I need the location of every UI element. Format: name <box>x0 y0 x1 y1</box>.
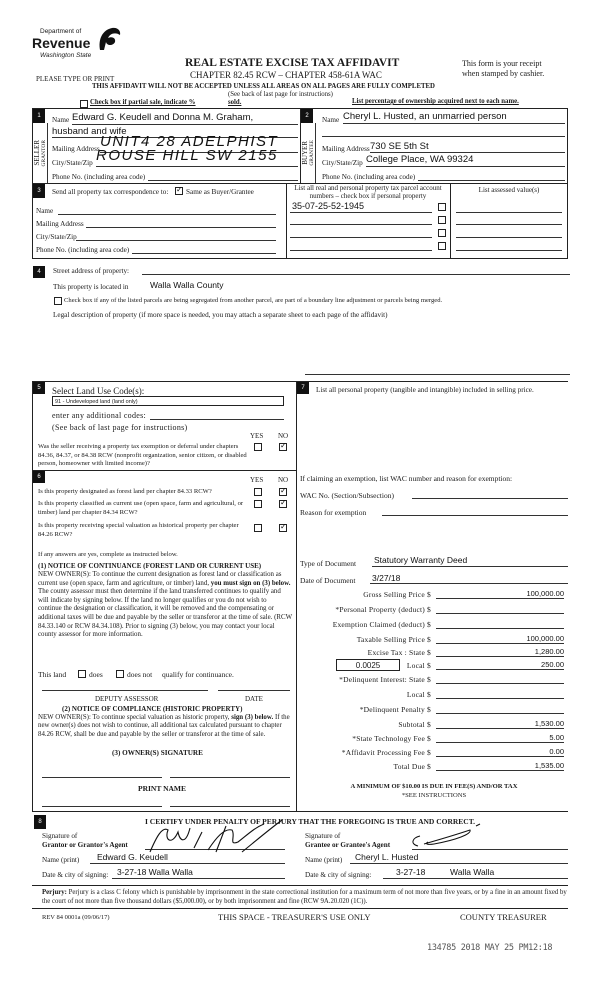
amount-value-delinquent-local[interactable] <box>436 689 564 699</box>
amount-label-state-tax: Excise Tax : State $ <box>367 648 431 657</box>
notice-continuance-title: (1) NOTICE OF CONTINUANCE (FOREST LAND OR CURRENT USE) <box>38 562 262 570</box>
grantor-signature-icon[interactable] <box>142 818 292 856</box>
notice1-text-b: The county assessor must then determine if the land transferred continues to qualify and will indicate by signing below. If the land no longer qualifies or you do not wish to continue the designation or classification, it will be removed and the compensating or additional taxes will be due and payable by the seller or transferor at the time of sale. (RCW 84.33.140 or RCW 84.34.108). Prior to signing (3) below, you may contact your local county assessor for more information. <box>38 588 292 639</box>
located-in-label: This property is located in <box>53 283 129 291</box>
amount-label-tech-fee: *State Technology Fee $ <box>352 734 431 743</box>
section-4-badge: 4 <box>33 266 45 278</box>
grantor-label: GRANTOR <box>41 139 47 167</box>
logo-line3: Washington State <box>40 52 92 59</box>
parcel-personal-checkbox-4[interactable] <box>438 242 446 250</box>
buyer-side-label <box>301 123 316 183</box>
grantee-name-label: Name (print) <box>305 856 343 864</box>
correspondence-label: Send all property tax correspondence to: <box>52 188 169 196</box>
current-use-no-checkbox[interactable] <box>279 500 287 508</box>
land-use-instructions: (See back of last page for instructions) <box>52 423 188 432</box>
amount-value-processing-fee[interactable]: 0.00 <box>436 747 564 757</box>
print-name-label: PRINT NAME <box>138 784 186 793</box>
historic-yes-checkbox[interactable] <box>254 524 262 532</box>
grantee-date-label: Date & city of signing: <box>305 871 372 879</box>
local-rate-box[interactable]: 0.0025 <box>336 659 400 671</box>
exemption-claim-label: If claiming an exemption, list WAC number and reason for exemption: <box>300 474 513 483</box>
seller-side-label <box>33 123 48 183</box>
notice-compliance-title: (2) NOTICE OF COMPLIANCE (HISTORIC PROPERTY) <box>62 705 243 713</box>
yes-header-5: YES <box>250 432 264 440</box>
amount-value-subtotal[interactable]: 1,530.00 <box>436 719 564 729</box>
amount-label-subtotal: Subtotal $ <box>398 720 431 729</box>
see-back-note: (See back of last page for instructions) <box>228 91 333 98</box>
notice1-text-a: NEW OWNER(S): To continue the current designation as forest land or classification as current use (open space, farm and agriculture, or timber) land, <box>38 571 282 587</box>
segregated-checkbox[interactable] <box>54 297 62 305</box>
perjury-notice <box>42 888 568 906</box>
same-as-buyer-checkbox[interactable] <box>175 187 183 195</box>
notice-compliance-text <box>38 714 292 739</box>
no-header-6: NO <box>278 476 289 484</box>
partial-sale-sold: sold. <box>228 99 242 106</box>
grantor-name-field[interactable]: Edward G. Keudell <box>97 852 168 862</box>
forest-yes-checkbox[interactable] <box>254 488 262 496</box>
amount-value-penalty[interactable] <box>436 704 564 714</box>
acceptance-warning: THIS AFFIDAVIT WILL NOT BE ACCEPTED UNLESS ALL AREAS ON ALL PAGES ARE FULLY COMPLETED <box>92 83 435 90</box>
parcel-number-1[interactable]: 35-07-25-52-1945 <box>292 201 365 211</box>
seller-city-label: City/State/Zip <box>52 159 93 167</box>
form-subtitle: CHAPTER 82.45 RCW – CHAPTER 458-61A WAC <box>190 70 382 80</box>
buyer-name-field[interactable]: Cheryl L. Husted, an unmarried person <box>343 111 507 122</box>
corr-city-label: City/State/Zip <box>36 233 77 241</box>
doc-type-field[interactable]: Statutory Warranty Deed <box>374 555 468 565</box>
amount-label-delinquent-state: *Delinquent Interest: State $ <box>339 675 431 684</box>
owner-signature-label: (3) OWNER(S) SIGNATURE <box>112 749 203 757</box>
buyer-phone-label: Phone No. (including area code) <box>322 173 416 181</box>
amount-label-penalty: *Delinquent Penalty $ <box>359 705 431 714</box>
county-treasurer-label: COUNTY TREASURER <box>460 912 547 922</box>
grantee-date-field[interactable]: 3-27-18 <box>396 867 426 877</box>
personal-property-field[interactable] <box>300 410 565 470</box>
seller-address-field[interactable]: UNIT4 28 ADELPHIST <box>100 133 279 150</box>
yes-header-6: YES <box>250 476 264 484</box>
partial-sale-checkbox[interactable] <box>80 100 88 108</box>
forest-land-question: Is this property designated as forest land per chapter 84.33 RCW? <box>38 488 212 495</box>
amount-value-tech-fee[interactable]: 5.00 <box>436 733 564 743</box>
seller-city-field[interactable]: ROUSE HILL SW 2155 <box>96 147 278 164</box>
historic-no-checkbox[interactable] <box>279 524 287 532</box>
amount-value-personal[interactable] <box>436 604 564 614</box>
amount-label-processing-fee: *Affidavit Processing Fee $ <box>341 748 431 757</box>
county-field[interactable]: Walla Walla County <box>150 280 224 290</box>
seller-name-label: Name <box>52 116 70 124</box>
forest-no-checkbox[interactable] <box>279 488 287 496</box>
certify-statement: I CERTIFY UNDER PENALTY OF PERJURY THAT THE FOREGOING IS TRUE AND CORRECT. <box>145 817 476 826</box>
does-not-checkbox[interactable] <box>116 670 124 678</box>
current-use-question: Is this property classified as current use (open space, farm and agricultural, or timber) land per chapter 84.34 RCW? <box>38 500 244 516</box>
amount-value-taxable[interactable]: 100,000.00 <box>436 634 564 644</box>
notice1-bold: you must sign on (3) below. <box>210 579 291 587</box>
grantor-name-label: Name (print) <box>42 856 80 864</box>
grantor-sig-label-1: Signature of <box>42 832 78 840</box>
legal-description-field[interactable] <box>53 322 568 372</box>
cashier-stamp: 134785 2018 MAY 25 PM12:18 <box>427 943 553 953</box>
section-8-badge: 8 <box>34 815 46 829</box>
does-not-label: does not <box>127 670 153 679</box>
seller-phone-label: Phone No. (including area code) <box>52 173 146 181</box>
exemption-question: Was the seller receiving a property tax exemption or deferral under chapters 84.36, 84.37, or 84.38 RCW (nonprofit organization, senior citizen, or disabled person, homeowner with limited income)? <box>38 443 247 467</box>
section-3-badge: 3 <box>33 184 45 198</box>
if-yes-note: If any answers are yes, complete as instructed below. <box>38 551 178 558</box>
perjury-bold: Perjury: <box>42 889 67 896</box>
perjury-text: Perjury is a class C felony which is punishable by imprisonment in the state correctional institution for a maximum term of not more than five years, or by a fine in an amount fixed by the court of not more than five thousand dollars ($5,000.00), or by both imprisonment and fine (RCW 9A.20.020 (1C)). <box>42 889 567 905</box>
partial-sale-label: Check box if partial sale, indicate % <box>90 99 196 106</box>
grantee-sig-label-2: Grantee or Grantee's Agent <box>305 841 391 849</box>
corr-name-label: Name <box>36 207 54 215</box>
seller-name-field[interactable]: Edward G. Keudell and Donna M. Graham, <box>72 112 254 123</box>
grantor-sig-label-2: Grantor or Grantor's Agent <box>42 841 128 849</box>
grantee-city-field[interactable]: Walla Walla <box>450 867 495 877</box>
amount-label-personal: *Personal Property (deduct) $ <box>335 605 431 614</box>
parcel-personal-checkbox-2[interactable] <box>438 216 446 224</box>
historic-question: Is this property receiving special valuation as historical property per chapter 84.26 RCW? <box>38 522 239 538</box>
buyer-address-field[interactable]: 730 SE 5th St <box>370 141 429 152</box>
dor-emblem-icon <box>94 26 122 52</box>
grantee-signature-icon[interactable] <box>398 822 488 850</box>
land-use-select[interactable]: 91 - Undeveloped land (land only) <box>52 396 284 406</box>
buyer-city-field[interactable]: College Place, WA 99324 <box>366 154 474 165</box>
please-print: PLEASE TYPE OR PRINT <box>36 75 115 83</box>
see-instructions-note: *SEE INSTRUCTIONS <box>401 792 467 799</box>
logo-line2: Revenue <box>32 35 91 51</box>
doc-type-label: Type of Document <box>300 559 357 568</box>
amount-value-gross[interactable]: 100,000.00 <box>436 589 564 599</box>
legal-description-label: Legal description of property (if more space is needed, you may attach a separate sheet to each page of the affidavit) <box>53 311 388 319</box>
personal-property-label: List all personal property (tangible and intangible) included in selling price. <box>316 386 534 394</box>
does-label: does <box>89 670 103 679</box>
treasurer-space-label: THIS SPACE - TREASURER'S USE ONLY <box>218 912 371 922</box>
amount-value-local-tax[interactable]: 250.00 <box>436 660 564 670</box>
receipt-note-1: This form is your receipt <box>462 59 542 68</box>
form-number: REV 84 0001a (09/06/17) <box>42 914 110 921</box>
assessor-date-label: DATE <box>245 695 263 703</box>
seller-label: SELLER <box>33 140 41 166</box>
minimum-due-note: A MINIMUM OF $10.00 IS DUE IN FEE(S) AND/OR TAX <box>350 783 518 790</box>
section-5-badge: 5 <box>33 382 45 394</box>
reason-label: Reason for exemption <box>300 508 367 517</box>
grantee-sig-label-1: Signature of <box>305 832 341 840</box>
section-1-badge: 1 <box>33 109 45 123</box>
parcel-personal-checkbox-3[interactable] <box>438 229 446 237</box>
logo-line1: Department of <box>40 28 82 35</box>
parcels-header: List all real and personal property tax parcel account numbers – check box if personal property <box>294 184 442 200</box>
land-use-label: Select Land Use Code(s): <box>52 386 145 396</box>
notice2-text-b: If the new owner(s) does not wish to continue, all additional tax calculated pursuant to chapter 84.26 RCW, shall be due and payable by the seller or transferor at the time of sale. <box>38 714 290 738</box>
buyer-name-label: Name <box>322 116 340 124</box>
assessed-header: List assessed value(s) <box>478 186 540 194</box>
amount-label-total-due: Total Due $ <box>393 762 431 771</box>
this-land-label: This land <box>38 670 67 679</box>
amount-value-exemption[interactable] <box>436 619 564 629</box>
no-header-5: NO <box>278 432 289 440</box>
qualify-label: qualify for continuance. <box>162 670 234 679</box>
segregated-label: Check box if any of the listed parcels are being segregated from another parcel, are part of a boundary line adjustment or parcels being merged. <box>64 297 443 304</box>
amount-label-taxable: Taxable Selling Price $ <box>356 635 431 644</box>
grantor-date-label: Date & city of signing: <box>42 871 109 879</box>
amount-label-local-tax: Local $ <box>406 661 431 670</box>
dor-logo <box>30 28 130 68</box>
buyer-address-label: Mailing Address <box>322 145 370 153</box>
receipt-note-2: when stamped by cashier. <box>462 69 545 78</box>
exemption-no-checkbox[interactable] <box>279 443 287 451</box>
seller-address-label: Mailing Address <box>52 145 100 153</box>
doc-date-label: Date of Document <box>300 576 356 585</box>
amount-label-delinquent-local: Local $ <box>406 690 431 699</box>
corr-address-label: Mailing Address <box>36 220 84 228</box>
amount-value-state-tax[interactable]: 1,280.00 <box>436 647 564 657</box>
grantor-date-field[interactable]: 3-27-18 Walla Walla <box>117 867 193 877</box>
amount-label-gross: Gross Selling Price $ <box>363 590 431 599</box>
doc-date-field[interactable]: 3/27/18 <box>372 573 401 583</box>
exemption-yes-checkbox[interactable] <box>254 443 262 451</box>
grantee-name-field[interactable]: Cheryl L. Husted <box>355 852 419 862</box>
section-2-badge: 2 <box>301 109 313 123</box>
buyer-city-label: City/State/Zip <box>322 159 363 167</box>
buyer-label: BUYER <box>301 141 309 165</box>
notice2-bold: sign (3) below. <box>231 714 274 721</box>
additional-codes-label: enter any additional codes: <box>52 411 147 420</box>
current-use-yes-checkbox[interactable] <box>254 500 262 508</box>
seller-name-line2[interactable]: husband and wife <box>52 126 127 137</box>
notice2-text-a: NEW OWNER(S): To continue special valuation as historic property, <box>38 714 230 721</box>
amount-label-exemption: Exemption Claimed (deduct) $ <box>332 620 431 629</box>
form-title: REAL ESTATE EXCISE TAX AFFIDAVIT <box>185 57 400 69</box>
amount-value-delinquent-state[interactable] <box>436 674 564 684</box>
section-7-badge: 7 <box>297 382 309 394</box>
does-checkbox[interactable] <box>78 670 86 678</box>
parcel-personal-checkbox-1[interactable] <box>438 203 446 211</box>
amount-value-total-due[interactable]: 1,535.00 <box>436 761 564 771</box>
corr-phone-label: Phone No. (including area code) <box>36 246 130 254</box>
wac-label: WAC No. (Section/Subsection) <box>300 491 394 500</box>
section-6-badge: 6 <box>33 471 45 483</box>
grantee-label: GRANTEE <box>309 140 315 166</box>
same-as-buyer-label: Same as Buyer/Grantee <box>186 188 254 196</box>
ownership-note: List percentage of ownership acquired next to each name. <box>352 98 519 105</box>
deputy-assessor-label: DEPUTY ASSESSOR <box>95 695 159 703</box>
notice-continuance-text <box>38 571 292 640</box>
street-address-label: Street address of property: <box>53 267 130 275</box>
